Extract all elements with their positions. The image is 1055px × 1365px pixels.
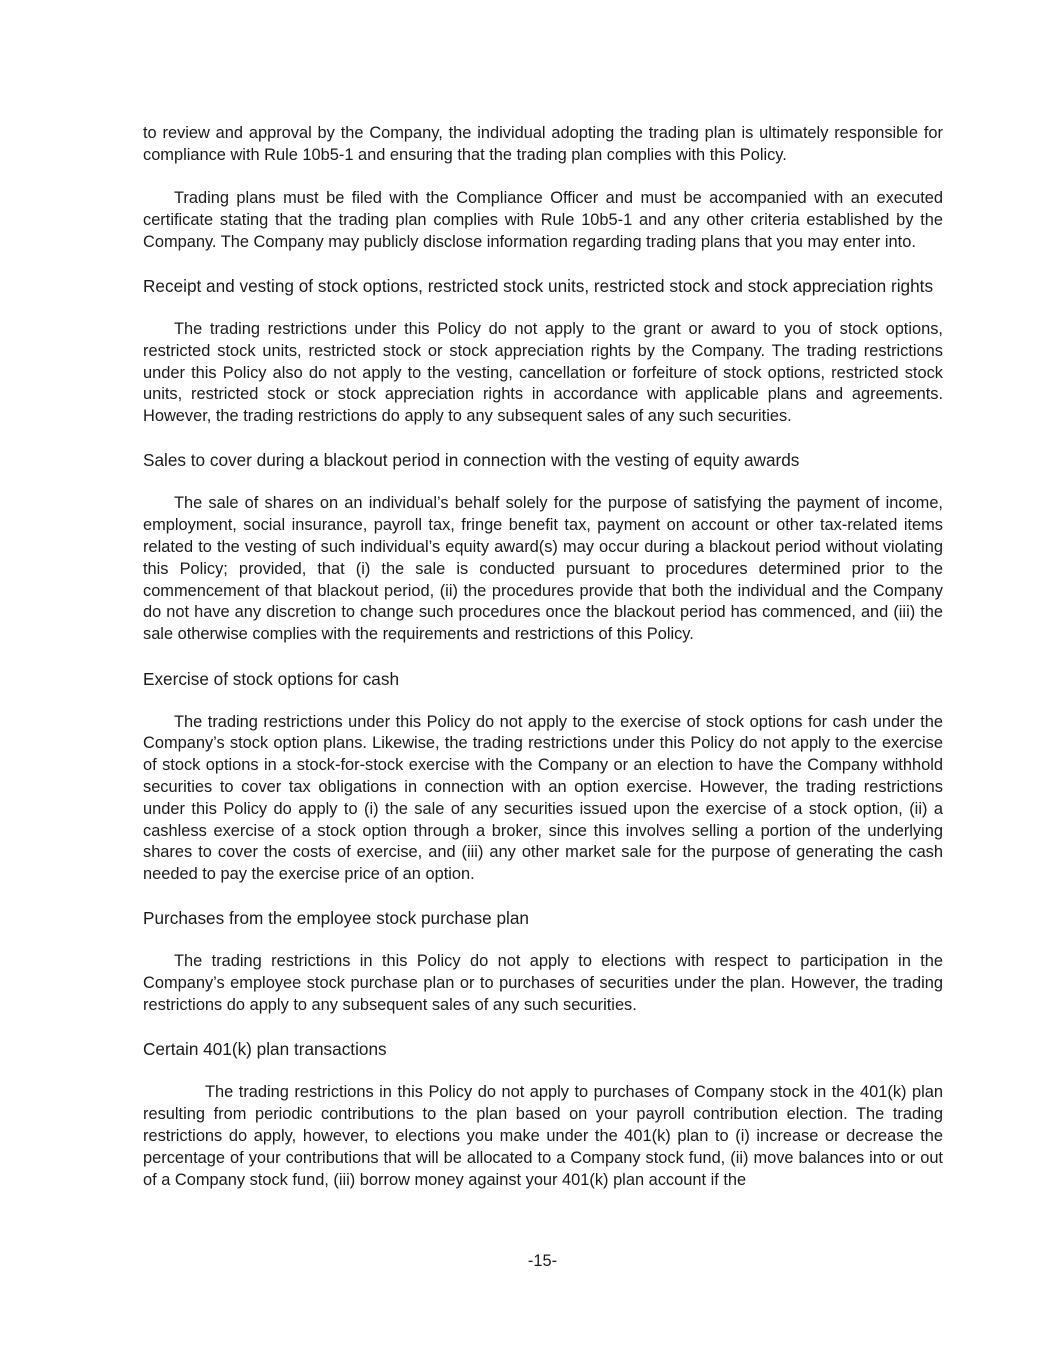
page-number: -15- xyxy=(527,1252,558,1270)
section-heading-exercise-options: Exercise of stock options for cash xyxy=(143,668,400,689)
section-body-receipt-vesting: The trading restrictions under this Policy do not apply to the grant or award to you of stock options, restricted stock units, restricted stock or stock appreciation rights by the Company. The trading restrictions under this Policy also do not apply to the vesting, cancellation or forfeiture of stock options, restricted stock units, restricted stock or stock appreciation rights in accordance with applicable plans and agreements. However, the trading restrictions do apply to any subsequent sales of any such securities. xyxy=(143,319,943,426)
section-body-espp: The trading restrictions in this Policy do not apply to elections with respect to participation in the Company’s employee stock purchase plan or to purchases of securities under the plan. However, the trading restrictions do apply to any subsequent sales of any such securities. xyxy=(143,952,943,1015)
section-heading-espp: Purchases from the employee stock purchase plan xyxy=(143,908,529,929)
section-heading-401k: Certain 401(k) plan transactions xyxy=(143,1039,387,1060)
trading-plan-filing-paragraph: Trading plans must be filed with the Compliance Officer and must be accompanied with an executed certificate stating that the trading plan complies with Rule 10b5-1 and any other criteria established by the Company. The Company may publicly disclose information regarding trading plans that you may enter into. xyxy=(143,189,943,251)
section-body-sales-to-cover: The sale of shares on an individual’s behalf solely for the purpose of satisfying the payment of income, employment, social insurance, payroll tax, fringe benefit tax, payment on account or other tax-related items related to the vesting of such individual’s equity award(s) may occur during a blackout period without violating this Policy; provided, that (i) the sale is conducted pursuant to procedures determined prior to the commencement of that blackout period, (ii) the procedures provide that both the individual and the Company do not have any discretion to change such procedures once the blackout period has commenced, and (iii) the sale otherwise complies with the requirements and restrictions of this Policy. xyxy=(143,494,943,644)
continued-paragraph: to review and approval by the Company, the individual adopting the trading plan is ultimately responsible for compliance with Rule 10b5-1 and ensuring that the trading plan complies with this Policy. xyxy=(143,124,943,164)
section-heading-receipt-vesting: Receipt and vesting of stock options, restricted stock units, restricted stock and stock appreciation rights xyxy=(143,275,934,296)
section-heading-sales-to-cover: Sales to cover during a blackout period in connection with the vesting of equity awards xyxy=(143,450,800,471)
section-body-401k: The trading restrictions in this Policy do not apply to purchases of Company stock in the 401(k) plan resulting from periodic contributions to the plan based on your payroll contribution election. The trading restrictions do apply, however, to elections you make under the 401(k) plan to (i) increase or decrease the percentage of your contributions that will be allocated to a Company stock fund, (ii) move balances into or out of a Company stock fund, (iii) borrow money against your 401(k) plan account if the xyxy=(143,1083,943,1189)
page-body xyxy=(143,123,943,1191)
section-body-exercise-options: The trading restrictions under this Policy do not apply to the exercise of stock options for cash under the Company’s stock option plans. Likewise, the trading restrictions under this Policy do not apply to the exercise of stock options in a stock-for-stock exercise with the Company or an election to have the Company withhold securities to cover tax obligations in connection with an option exercise. However, the trading restrictions under this Policy do apply to (i) the sale of any securities issued upon the exercise of a stock option, (ii) a cashless exercise of a stock option through a broker, since this involves selling a portion of the underlying shares to cover the costs of exercise, and (iii) any other market sale for the purpose of generating the cash needed to pay the exercise price of an option. xyxy=(143,712,943,884)
